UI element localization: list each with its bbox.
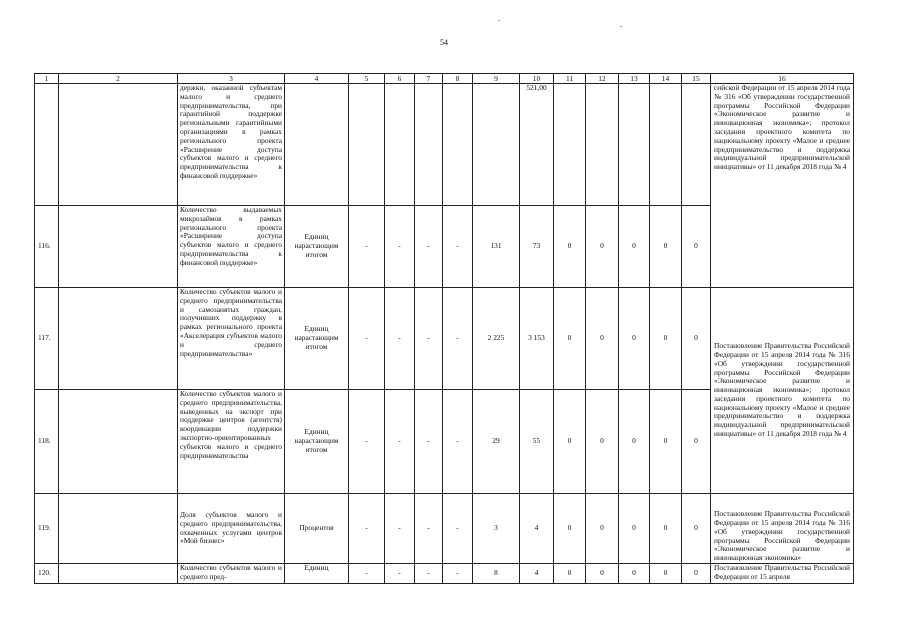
page-number: 54: [440, 38, 448, 47]
value-cell: 0: [682, 494, 711, 564]
value-cell: 0: [682, 564, 711, 584]
value-cell: -: [415, 288, 443, 390]
row-number: 120.: [35, 564, 59, 584]
value-cell: 0: [650, 288, 682, 390]
value-cell: 131: [473, 206, 520, 288]
value-cell: 4: [520, 494, 554, 564]
indicator-name: держки, оказанной субъектам малого и среднего предпринимательства, при гарантийной поддержке региональными гарантийными организациями в рамках регионального проекта «Расширение доступа субъектов малого и среднего предпринимательства к финансовой поддержке»: [178, 84, 285, 206]
value-cell: 0: [586, 206, 619, 288]
unit-cell: Единиц нарастающим итогом: [285, 206, 349, 288]
row-number: 118.: [35, 390, 59, 494]
value-cell: 0: [682, 206, 711, 288]
value-cell: 0: [554, 564, 586, 584]
value-cell: -: [443, 564, 473, 584]
col-header: 8: [443, 74, 473, 84]
value-cell: 0: [650, 390, 682, 494]
unit-cell: Единиц: [285, 564, 349, 584]
table-row: [35, 288, 854, 390]
value-cell: 0: [586, 494, 619, 564]
value-cell: -: [385, 206, 415, 288]
value-cell: 0: [650, 494, 682, 564]
legal-basis: Постановление Правительства Российской Федерации от 15 апреля: [711, 564, 854, 584]
unit-cell: Единиц нарастающим итогом: [285, 390, 349, 494]
col-header: 3: [178, 74, 285, 84]
indicators-table: [34, 73, 854, 584]
value-cell: -: [415, 206, 443, 288]
value-cell: -: [349, 206, 385, 288]
value-cell: 73: [520, 206, 554, 288]
value-cell: -: [385, 494, 415, 564]
indicator-name: Доля субъектов малого и среднего предпринимательства, охваченных услугами центров «Мой бизнес»: [178, 494, 285, 564]
indicator-name: Количество субъектов малого и среднего предпринимательства и самозанятых граждан, получивших поддержку в рамках регионального проекта «Акселерация субъектов малого и среднего предпринимательства»: [178, 288, 285, 390]
unit-cell: Процентов: [285, 494, 349, 564]
value-cell: -: [349, 494, 385, 564]
scan-speck: [620, 26, 622, 27]
value-cell: -: [385, 390, 415, 494]
value-cell: -: [415, 494, 443, 564]
value-cell: -: [443, 288, 473, 390]
scan-speck: [498, 20, 500, 21]
col-header: 15: [682, 74, 711, 84]
value-cell: 0: [619, 564, 650, 584]
value-cell: 0: [619, 206, 650, 288]
legal-basis: Постановление Правительства Российской Федерации от 15 апреля 2014 года № 316 «Об утверждении государственной программы Российской Федерации «Экономическое развитие и инновационная экономика»; протокол заседания проектного комитета по национальному проекту «Малое и среднее предпринимательство и поддержка индивидуальной предпринимательской инициативы» от 11 декабря 2018 года № 4: [711, 288, 854, 494]
value-cell: -: [443, 494, 473, 564]
value-cell: 3 153: [520, 288, 554, 390]
value-cell: -: [415, 390, 443, 494]
value-cell: 3: [473, 494, 520, 564]
legal-basis: сийской Федерации от 15 апреля 2014 года № 316 «Об утверждении государственной программы Российской Федерации «Экономическое развитие и инновационная экономика»; протокол заседания проектного комитета по национальному проекту «Малое и среднее предпринимательство и поддержка индивидуальной предпринимательской инициативы» от 11 декабря 2018 года № 4: [711, 84, 854, 288]
col-header: 10: [520, 74, 554, 84]
value-cell: 0: [586, 390, 619, 494]
value-cell: -: [349, 288, 385, 390]
value-cell: 0: [554, 288, 586, 390]
legal-basis: Постановление Правительства Российской Федерации от 15 апреля 2014 года № 316 «Об утверждении государственной программы Российской Федерации «Экономическое развитие и инновационная экономика»: [711, 494, 854, 564]
value-cell: 0: [554, 494, 586, 564]
col-header: 16: [711, 74, 854, 84]
value-cell: -: [385, 288, 415, 390]
value-cell: 0: [554, 206, 586, 288]
col-header: 4: [285, 74, 349, 84]
indicator-name: Количество субъектов малого и среднего предпринимательства, выведенных на экспорт при поддержке центров (агентств) координации поддержки экспортно-ориентированных субъектов малого и среднего предпринимательства: [178, 390, 285, 494]
value-cell: -: [443, 390, 473, 494]
value-cell: 0: [650, 564, 682, 584]
value-cell: 0: [619, 390, 650, 494]
col-header: 9: [473, 74, 520, 84]
table-row: [35, 564, 854, 584]
column-number-row: [35, 74, 854, 84]
indicator-name: Количество субъектов малого и среднего пред-: [178, 564, 285, 584]
col-header: 2: [59, 74, 178, 84]
col-header: 12: [586, 74, 619, 84]
value-cell: 8: [473, 564, 520, 584]
col-header: 11: [554, 74, 586, 84]
value-cell: 4: [520, 564, 554, 584]
value-cell: 0: [682, 390, 711, 494]
col-header: 1: [35, 74, 59, 84]
value-cell: 29: [473, 390, 520, 494]
value-cell: 0: [586, 288, 619, 390]
col-header: 13: [619, 74, 650, 84]
value-cell: -: [349, 564, 385, 584]
value-cell: -: [349, 390, 385, 494]
col-header: 6: [385, 74, 415, 84]
indicator-name: Количество выдаваемых микрозаймов в рамках регионального проекта «Расширение доступа субъектов малого и среднего предпринимательства к финансовой поддержке»: [178, 206, 285, 288]
value-cell: -: [415, 564, 443, 584]
row-number: 116.: [35, 206, 59, 288]
col-header: 7: [415, 74, 443, 84]
col-header: 14: [650, 74, 682, 84]
col-header: 5: [349, 74, 385, 84]
unit-cell: Единиц нарастающим итогом: [285, 288, 349, 390]
value-cell: -: [385, 564, 415, 584]
value-cell: 2 225: [473, 288, 520, 390]
value-cell: 0: [554, 390, 586, 494]
value-cell: 0: [586, 564, 619, 584]
row-number: 117.: [35, 288, 59, 390]
value-cell: 521,00: [520, 84, 554, 206]
value-cell: 0: [619, 288, 650, 390]
value-cell: -: [443, 206, 473, 288]
value-cell: 55: [520, 390, 554, 494]
value-cell: 0: [650, 206, 682, 288]
value-cell: 0: [682, 288, 711, 390]
table-row-continuation: [35, 84, 854, 206]
table-row: [35, 494, 854, 564]
value-cell: 0: [619, 494, 650, 564]
row-number: 119.: [35, 494, 59, 564]
